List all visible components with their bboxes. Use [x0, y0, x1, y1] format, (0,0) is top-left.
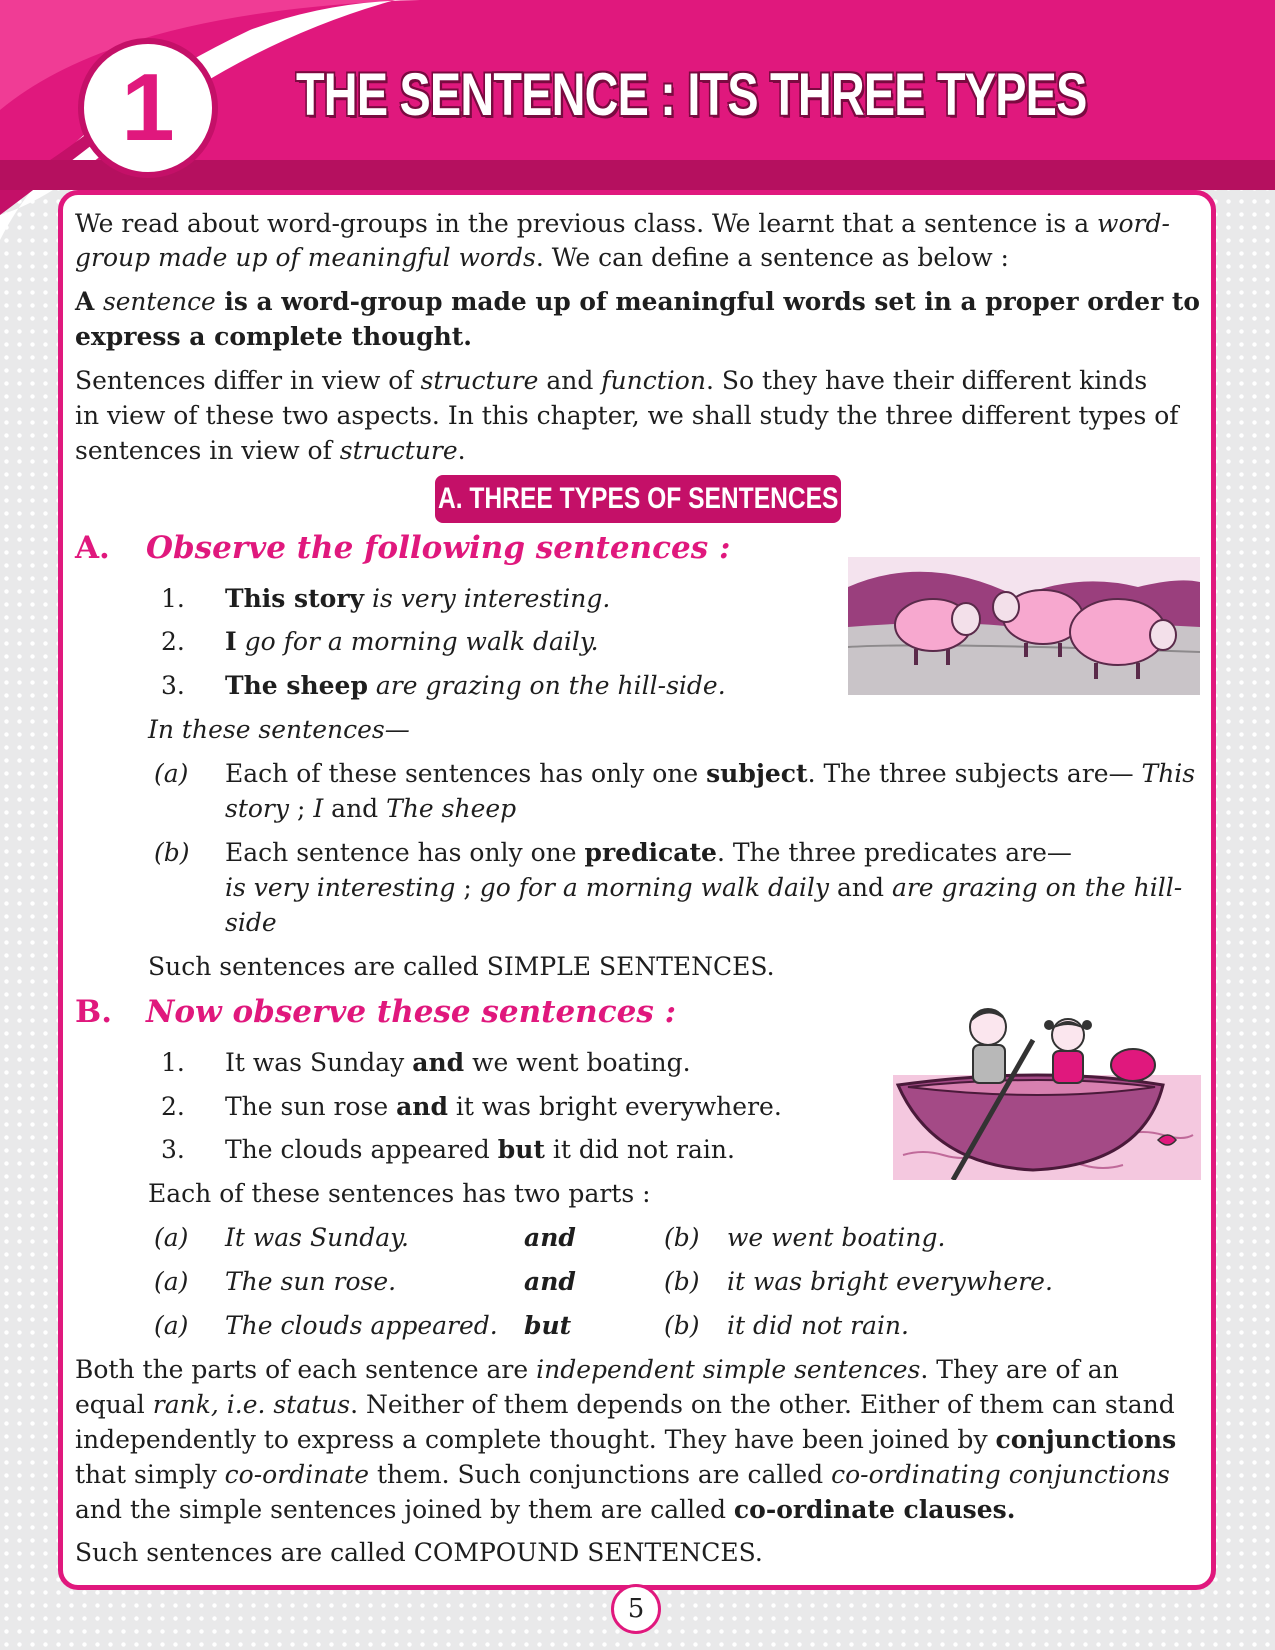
note-b-line-2: is very interesting ; go for a morning walk daily and are grazing on the hill- — [225, 873, 1183, 902]
closing-line-4: that simply co-ordinate them. Such conjunctions are called co-ordinating conjunctions — [75, 1460, 1170, 1489]
closing-line-5: and the simple sentences joined by them are called co-ordinate clauses. — [75, 1495, 1016, 1524]
part-row-1-b: we went boating. — [727, 1223, 946, 1252]
closing-line-3: independently to express a complete thought. They have been joined by conjunctions — [75, 1425, 1177, 1454]
sentence-a-3: The sheep are grazing on the hill-side. — [225, 671, 726, 700]
chapter-header — [0, 0, 1275, 190]
sentence-a-3-num: 3. — [161, 671, 185, 700]
definition-line-2: express a complete thought. — [75, 322, 472, 351]
part-row-2-a: The sun rose. — [225, 1267, 397, 1296]
part-row-3-a: The clouds appeared. — [225, 1311, 498, 1340]
part-row-2-conj: and — [524, 1267, 576, 1296]
compound-conclusion: Such sentences are called COMPOUND SENTENCES. — [75, 1538, 763, 1567]
note-b-label: (b) — [154, 838, 190, 867]
intro-p2-line-3: sentences in view of structure. — [75, 436, 466, 465]
sentence-a-2: I go for a morning walk daily. — [225, 627, 599, 656]
section-a-letter: A. — [75, 530, 110, 566]
intro-line-1: We read about word-groups in the previous class. We learnt that a sentence is a word- — [75, 209, 1170, 238]
part-row-1-a: It was Sunday. — [225, 1223, 409, 1252]
sentence-b-1-num: 1. — [161, 1048, 185, 1077]
chapter-title: THE SENTENCE : ITS THREE TYPES — [296, 61, 1087, 128]
definition-line-1: A sentence is a word-group made up of meaningful words set in a proper order to — [75, 287, 1200, 316]
boat-illustration — [893, 1005, 1201, 1180]
sentence-b-1: It was Sunday and we went boating. — [225, 1048, 691, 1077]
part-row-1-a-label: (a) — [154, 1223, 189, 1252]
note-b-line-3: side — [225, 908, 277, 937]
chapter-number: 1 — [78, 38, 218, 178]
part-row-2-b-label: (b) — [664, 1267, 700, 1296]
sentence-b-3: The clouds appeared but it did not rain. — [225, 1135, 735, 1164]
part-row-3-a-label: (a) — [154, 1311, 189, 1340]
part-row-1-conj: and — [524, 1223, 576, 1252]
sentence-a-2-num: 2. — [161, 627, 185, 656]
section-b-letter: B. — [75, 994, 112, 1030]
sentence-b-3-num: 3. — [161, 1135, 185, 1164]
sentence-b-2: The sun rose and it was bright everywhere. — [225, 1092, 782, 1121]
section-badge: A. THREE TYPES OF SENTENCES — [435, 475, 841, 523]
part-row-3-b-label: (b) — [664, 1311, 700, 1340]
section-b-heading: Now observe these sentences : — [146, 994, 677, 1030]
note-a-label: (a) — [154, 759, 189, 788]
intro-line-2: group made up of meaningful words. We can define a sentence as below : — [75, 243, 1009, 272]
note-b-line-1: Each sentence has only one predicate. The three predicates are— — [225, 838, 1072, 867]
two-parts-label: Each of these sentences has two parts : — [148, 1179, 651, 1208]
header-bar — [0, 160, 1275, 190]
note-a-line-1: Each of these sentences has only one subject. The three subjects are— This — [225, 759, 1196, 788]
section-a-heading: Observe the following sentences : — [146, 530, 731, 566]
part-row-3-conj: but — [524, 1311, 572, 1340]
sentence-a-1: This story is very interesting. — [225, 584, 611, 613]
part-row-3-b: it did not rain. — [727, 1311, 909, 1340]
part-row-1-b-label: (b) — [664, 1223, 700, 1252]
sentence-b-2-num: 2. — [161, 1092, 185, 1121]
part-row-2-a-label: (a) — [154, 1267, 189, 1296]
part-row-2-b: it was bright everywhere. — [727, 1267, 1053, 1296]
closing-line-1: Both the parts of each sentence are independent simple sentences. They are of an — [75, 1355, 1119, 1384]
simple-conclusion: Such sentences are called SIMPLE SENTENCES. — [148, 952, 775, 981]
sheep-illustration — [848, 557, 1200, 695]
page-number: 5 — [611, 1584, 661, 1634]
closing-line-2: equal rank, i.e. status. Neither of them depends on the other. Either of them can stand — [75, 1390, 1175, 1419]
sentence-a-1-num: 1. — [161, 584, 185, 613]
intro-p2-line-1: Sentences differ in view of structure and function. So they have their different kinds — [75, 366, 1148, 395]
intro-p2-line-2: in view of these two aspects. In this chapter, we shall study the three different types of — [75, 401, 1179, 430]
note-a-line-2: story ; I and The sheep — [225, 794, 517, 823]
in-these-label: In these sentences— — [148, 715, 410, 744]
